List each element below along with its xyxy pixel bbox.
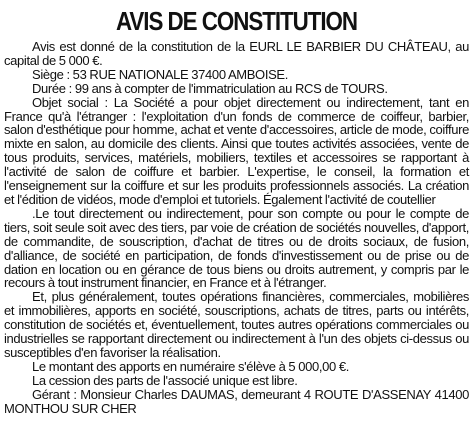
notice-paragraph-siege: Siège : 53 RUE NATIONALE 37400 AMBOISE. bbox=[32, 66, 288, 82]
notice-paragraph-objet-social: Objet social : La Société a pour objet directement ou indirectement, tant en France qu'à l'étranger : l'exploitation d'un fonds de commerce de coiffeur, barbier, salon d'esthétique pour homme, achat et vente d'accessoires, article de mode, coiffure mixte en salon, au domicile des clients. Ainsi que toutes activités associées, vente de tous produits, services, matériels, mobiliers, textiles et accessoires se rapportant à l'activité de salon de coiffure et barbier. L'expertise, le conseil, la formation et l'enseignement sur la coiffure et sur les produits professionnels associés. La création et l'édition de vidéos, mode d'emploi et tutoriels. Également l'activité de coutellier bbox=[4, 94, 469, 207]
notice-paragraph-operations: Et, plus généralement, toutes opérations financières, commerciales, mobilières et immobilières, apports en société, souscriptions, achats de titres, parts ou intérêts, constitution de sociétés et, éventuellement, toutes autres opérations commerciales ou industrielles se rapportant directement ou indirectement à l'un des objets ci-dessus ou susceptibles d'en favoriser la réalisation. bbox=[4, 289, 469, 360]
notice-paragraph-constitution: Avis est donné de la constitution de la EURL LE BARBIER DU CHÂTEAU, au capital de 5 000 €. bbox=[4, 39, 469, 68]
notice-paragraph-moyens: .Le tout directement ou indirectement, pour son compte ou pour le compte de tiers, soit seule soit avec des tiers, par voie de création de sociétés nouvelles, d'apport, de commandite, de souscription, d'achat de titres ou de droits sociaux, de fusion, d'alliance, de société en participation, de fonds d'investissement ou de prise ou de dation en location ou en gérance de tous biens ou droits autrement, y compris par le recours à tout instrument financier, en France et à l'étranger. bbox=[4, 205, 469, 291]
notice-paragraph-gerant: Gérant : Monsieur Charles DAUMAS, demeurant 4 ROUTE D'ASSENAY 41400 MONTHOU SUR CHER bbox=[4, 386, 469, 416]
notice-paragraph-cession: La cession des parts de l'associé unique est libre. bbox=[32, 372, 298, 388]
notice-paragraph-apports: Le montant des apports en numéraire s'élève à 5 000,00 €. bbox=[32, 358, 350, 374]
notice-body bbox=[4, 40, 469, 415]
notice-paragraph-duree: Durée : 99 ans à compter de l'immatriculation au RCS de TOURS. bbox=[32, 80, 388, 96]
notice-title: AVIS DE CONSTITUTION bbox=[115, 6, 358, 36]
